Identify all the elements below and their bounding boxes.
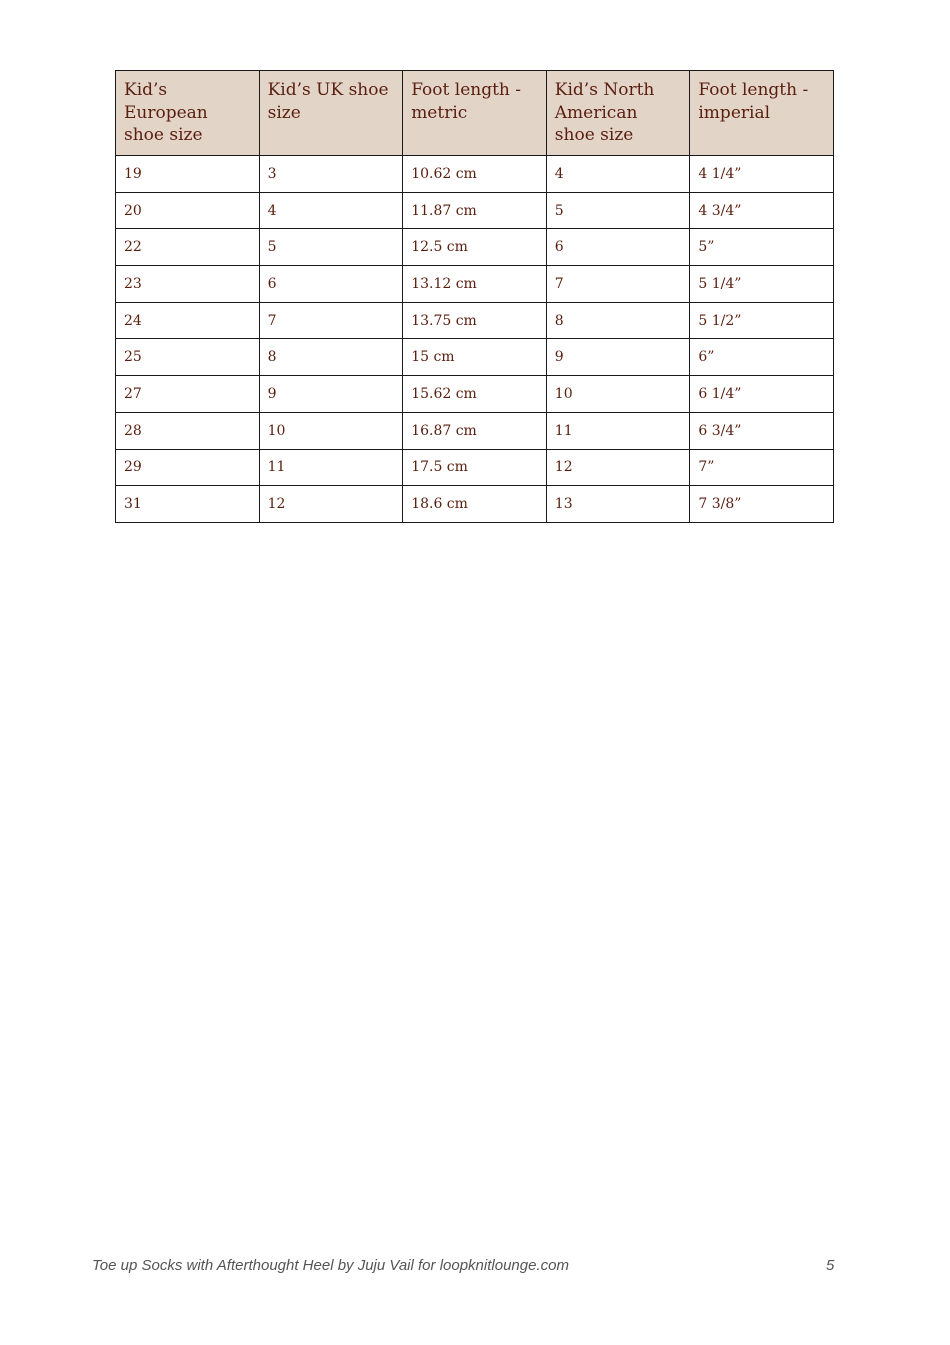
cell-european-size: 23 — [116, 266, 260, 303]
cell-european-size: 29 — [116, 449, 260, 486]
cell-north-american-size: 10 — [546, 376, 690, 413]
table-row — [116, 192, 834, 229]
cell-foot-length-metric: 13.12 cm — [403, 266, 547, 303]
page-number: 5 — [826, 1257, 835, 1274]
cell-foot-length-metric: 15.62 cm — [403, 376, 547, 413]
cell-uk-size: 3 — [259, 156, 403, 193]
cell-north-american-size: 11 — [546, 412, 690, 449]
cell-european-size: 24 — [116, 302, 260, 339]
table-row — [116, 156, 834, 193]
cell-foot-length-imperial: 7 3/8” — [690, 486, 834, 523]
cell-uk-size: 5 — [259, 229, 403, 266]
table-row — [116, 339, 834, 376]
table-row — [116, 302, 834, 339]
cell-uk-size: 6 — [259, 266, 403, 303]
cell-foot-length-imperial: 5” — [690, 229, 834, 266]
cell-uk-size: 4 — [259, 192, 403, 229]
header-foot-length-metric: Foot length - metric — [403, 71, 547, 156]
table-body — [116, 156, 834, 523]
cell-foot-length-imperial: 4 3/4” — [690, 192, 834, 229]
cell-uk-size: 11 — [259, 449, 403, 486]
cell-north-american-size: 4 — [546, 156, 690, 193]
cell-north-american-size: 7 — [546, 266, 690, 303]
table-row — [116, 486, 834, 523]
cell-north-american-size: 13 — [546, 486, 690, 523]
cell-foot-length-metric: 10.62 cm — [403, 156, 547, 193]
cell-foot-length-metric: 13.75 cm — [403, 302, 547, 339]
cell-uk-size: 12 — [259, 486, 403, 523]
cell-foot-length-imperial: 4 1/4” — [690, 156, 834, 193]
table-row — [116, 229, 834, 266]
header-foot-length-imperial: Foot length - imperial — [690, 71, 834, 156]
cell-european-size: 31 — [116, 486, 260, 523]
cell-uk-size: 7 — [259, 302, 403, 339]
cell-european-size: 19 — [116, 156, 260, 193]
cell-european-size: 22 — [116, 229, 260, 266]
header-european-size: Kid’s European shoe size — [116, 71, 260, 156]
cell-foot-length-imperial: 5 1/4” — [690, 266, 834, 303]
cell-north-american-size: 5 — [546, 192, 690, 229]
cell-foot-length-metric: 15 cm — [403, 339, 547, 376]
table-row — [116, 266, 834, 303]
header-uk-size: Kid’s UK shoe size — [259, 71, 403, 156]
cell-foot-length-metric: 18.6 cm — [403, 486, 547, 523]
cell-foot-length-imperial: 7” — [690, 449, 834, 486]
cell-foot-length-metric: 16.87 cm — [403, 412, 547, 449]
cell-north-american-size: 12 — [546, 449, 690, 486]
table-header — [116, 71, 834, 156]
header-row — [116, 71, 834, 156]
cell-european-size: 25 — [116, 339, 260, 376]
cell-uk-size: 10 — [259, 412, 403, 449]
cell-european-size: 28 — [116, 412, 260, 449]
table-row — [116, 412, 834, 449]
cell-north-american-size: 9 — [546, 339, 690, 376]
shoe-size-table — [115, 70, 834, 523]
cell-european-size: 20 — [116, 192, 260, 229]
cell-foot-length-imperial: 6 3/4” — [690, 412, 834, 449]
cell-foot-length-imperial: 6” — [690, 339, 834, 376]
cell-foot-length-imperial: 5 1/2” — [690, 302, 834, 339]
footer-title: Toe up Socks with Afterthought Heel by Juju Vail for loopknitlounge.com — [92, 1257, 569, 1274]
cell-foot-length-metric: 12.5 cm — [403, 229, 547, 266]
cell-foot-length-metric: 11.87 cm — [403, 192, 547, 229]
table-row — [116, 376, 834, 413]
cell-foot-length-imperial: 6 1/4” — [690, 376, 834, 413]
table-row — [116, 449, 834, 486]
cell-north-american-size: 6 — [546, 229, 690, 266]
header-north-american-size: Kid’s North American shoe size — [546, 71, 690, 156]
cell-european-size: 27 — [116, 376, 260, 413]
cell-north-american-size: 8 — [546, 302, 690, 339]
cell-uk-size: 8 — [259, 339, 403, 376]
cell-uk-size: 9 — [259, 376, 403, 413]
cell-foot-length-metric: 17.5 cm — [403, 449, 547, 486]
